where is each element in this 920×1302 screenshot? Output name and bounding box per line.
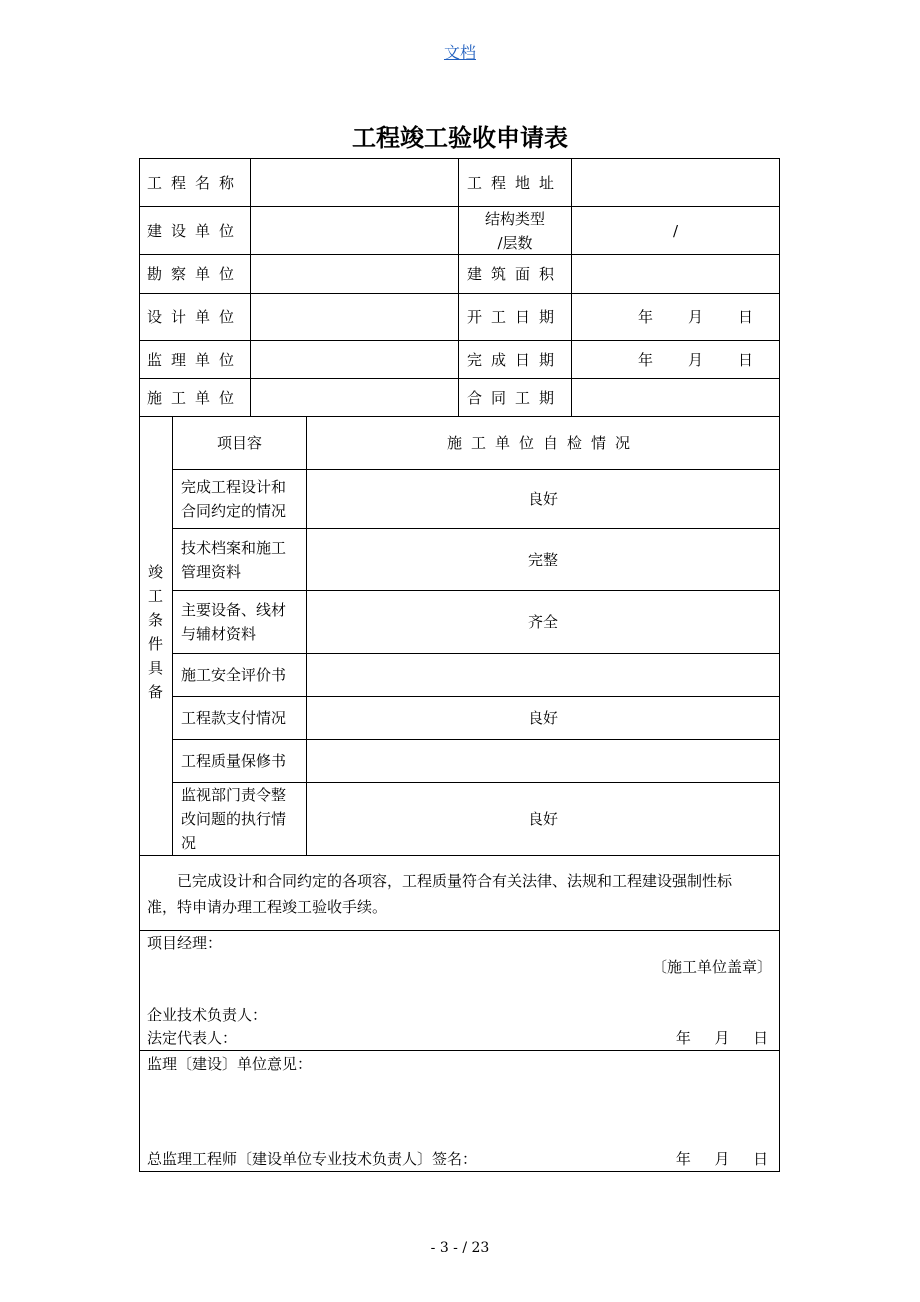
supervision-sign-date[interactable]: 年 月 日 (675, 1150, 769, 1168)
condition-result-payment[interactable]: 良好 (527, 709, 558, 727)
label-contract-period: 合同工期 (466, 388, 563, 407)
label-supervision-unit: 监理单位 (146, 350, 243, 369)
condition-item-design-contract: 完成工程设计和 合同约定的情况 (181, 478, 287, 520)
section-label-completion-conditions: 竣 工 条 件 具 备 (147, 563, 163, 701)
label-construction-unit: 建设单位 (146, 221, 243, 240)
value-supervision-unit[interactable] (251, 341, 458, 378)
label-tech-manager: 企业技术负责人： (147, 1006, 268, 1024)
statement-text: 已完成设计和合同约定的各项容，工程质量符合有关法律、法规和工程建设强制性标 准，特申请办理工程竣工验收手续。 (147, 872, 733, 916)
label-building-area: 建筑面积 (466, 265, 563, 283)
start-date-day: 日 (737, 308, 753, 326)
label-survey-unit: 勘察单位 (146, 265, 243, 283)
header-document-link[interactable]: 文档 (443, 43, 476, 62)
condition-item-equipment-materials: 主要设备、线材 与辅材资料 (181, 601, 287, 643)
label-structure-type-line1: 结构类型 (484, 209, 545, 228)
label-chief-supervisor-sign: 总监理工程师〔建设单位专业技术负责人〕签名： (147, 1150, 478, 1168)
condition-result-rectification[interactable]: 良好 (527, 810, 558, 828)
label-start-date: 开工日期 (466, 308, 563, 326)
contractor-sign-date[interactable]: 年 月 日 (675, 1029, 769, 1047)
condition-item-tech-archives: 技术档案和施工 管理资料 (181, 538, 287, 581)
value-contract-period[interactable] (572, 379, 779, 416)
value-construction-unit[interactable] (251, 207, 458, 254)
label-design-unit: 设计单位 (146, 308, 243, 326)
condition-item-quality-warranty: 工程质量保修书 (181, 752, 287, 770)
value-building-area[interactable] (572, 255, 779, 293)
label-contractor-unit: 施工单位 (146, 388, 243, 407)
col-header-item: 项目容 (216, 434, 262, 452)
value-contractor-unit[interactable] (251, 379, 458, 416)
condition-result-safety-evaluation[interactable] (307, 654, 779, 696)
label-structure-type-line2: /层数 (497, 233, 533, 252)
completion-date-day: 日 (737, 350, 753, 369)
start-date-year: 年 (637, 308, 653, 326)
condition-item-rectification: 监视部门责令整 改问题的执行情 况 (181, 786, 287, 852)
label-structure-type (459, 207, 571, 254)
label-project-address: 工程地址 (466, 173, 563, 192)
value-project-address[interactable] (572, 159, 779, 206)
label-supervision-opinion: 监理〔建设〕单位意见： (147, 1055, 313, 1073)
completion-date-year: 年 (637, 350, 653, 369)
condition-result-quality-warranty[interactable] (307, 740, 779, 782)
condition-item-payment: 工程款支付情况 (181, 709, 287, 727)
col-header-self-check: 施工单位自检情况 (446, 434, 639, 452)
value-project-name[interactable] (251, 159, 458, 206)
condition-result-tech-archives[interactable]: 完整 (527, 550, 558, 569)
label-project-name: 工程名称 (146, 173, 243, 192)
label-legal-rep: 法定代表人： (147, 1029, 238, 1047)
value-start-date[interactable] (572, 294, 779, 340)
start-date-month: 月 (687, 308, 703, 326)
value-structure-type[interactable]: / (672, 221, 679, 240)
condition-result-equipment-materials[interactable]: 齐全 (527, 613, 558, 631)
condition-result-design-contract[interactable]: 良好 (527, 490, 558, 508)
label-project-manager: 项目经理： (147, 934, 223, 952)
value-design-unit[interactable] (251, 294, 458, 340)
label-completion-date: 完成日期 (466, 350, 563, 369)
value-completion-date[interactable] (572, 341, 779, 378)
page-number: - 3 - / 23 (430, 1240, 490, 1256)
page-title: 工程竣工验收申请表 (352, 123, 568, 152)
value-survey-unit[interactable] (251, 255, 458, 293)
condition-item-safety-evaluation: 施工安全评价书 (181, 666, 287, 684)
label-contractor-seal: 〔施工单位盖章〕 (651, 958, 772, 976)
completion-date-month: 月 (687, 350, 703, 369)
